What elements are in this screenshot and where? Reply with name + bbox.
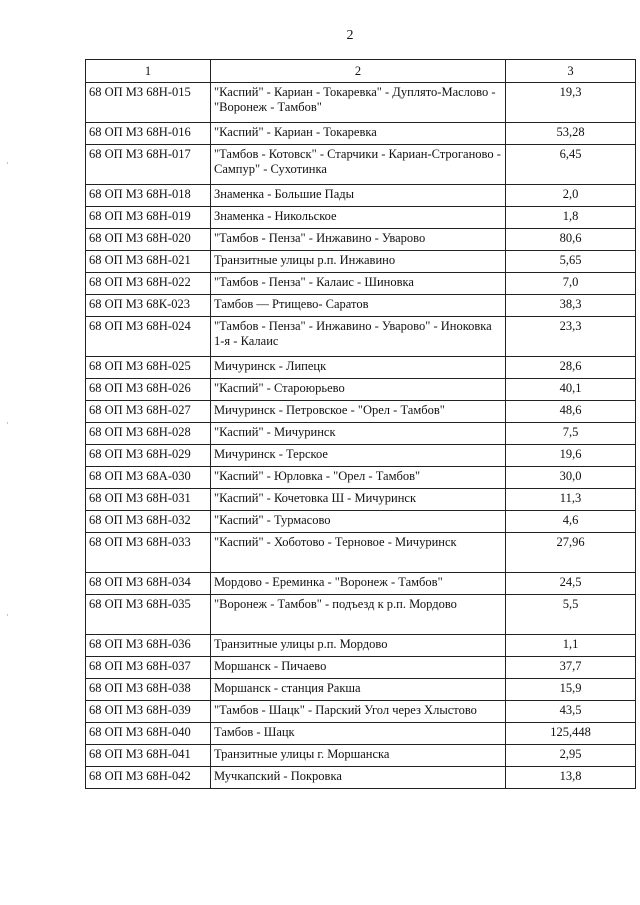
road-code-cell: 68 ОП МЗ 68Н-040 <box>86 723 211 745</box>
road-length-cell: 27,96 <box>506 533 636 573</box>
road-length-cell: 125,448 <box>506 723 636 745</box>
table-row <box>86 657 636 679</box>
table-row <box>86 489 636 511</box>
column-header-name: 2 <box>211 60 506 83</box>
road-length-cell: 28,6 <box>506 357 636 379</box>
road-name-cell: Знаменка - Никольское <box>211 207 506 229</box>
roads-table-body <box>86 60 636 789</box>
road-code-cell: 68 ОП МЗ 68Н-038 <box>86 679 211 701</box>
road-code-cell: 68 ОП МЗ 68Н-021 <box>86 251 211 273</box>
road-length-cell: 1,1 <box>506 635 636 657</box>
table-row <box>86 723 636 745</box>
road-name-cell: "Каспий" - Турмасово <box>211 511 506 533</box>
road-name-cell: "Каспий" - Кариан - Токаревка <box>211 123 506 145</box>
road-length-cell: 1,8 <box>506 207 636 229</box>
road-code-cell: 68 ОП МЗ 68Н-032 <box>86 511 211 533</box>
table-row <box>86 185 636 207</box>
table-row <box>86 423 636 445</box>
table-row <box>86 401 636 423</box>
table-row <box>86 379 636 401</box>
road-code-cell: 68 ОП МЗ 68Н-015 <box>86 83 211 123</box>
road-name-cell: "Воронеж - Тамбов" - подъезд к р.п. Мордово <box>211 595 506 635</box>
road-name-cell: Транзитные улицы г. Моршанска <box>211 745 506 767</box>
road-code-cell: 68 ОП МЗ 68Н-020 <box>86 229 211 251</box>
table-row <box>86 745 636 767</box>
road-length-cell: 5,65 <box>506 251 636 273</box>
table-row <box>86 701 636 723</box>
road-name-cell: "Каспий" - Староюрьево <box>211 379 506 401</box>
table-row <box>86 123 636 145</box>
road-length-cell: 40,1 <box>506 379 636 401</box>
road-code-cell: 68 ОП МЗ 68Н-033 <box>86 533 211 573</box>
road-length-cell: 37,7 <box>506 657 636 679</box>
road-name-cell: "Тамбов - Пенза" - Инжавино - Уварово <box>211 229 506 251</box>
road-code-cell: 68 ОП МЗ 68Н-041 <box>86 745 211 767</box>
road-code-cell: 68 ОП МЗ 68А-030 <box>86 467 211 489</box>
road-code-cell: 68 ОП МЗ 68Н-016 <box>86 123 211 145</box>
road-code-cell: 68 ОП МЗ 68Н-025 <box>86 357 211 379</box>
table-row <box>86 679 636 701</box>
road-name-cell: "Каспий" - Кочетовка Ш - Мичуринск <box>211 489 506 511</box>
road-length-cell: 13,8 <box>506 767 636 789</box>
road-name-cell: Моршанск - станция Ракша <box>211 679 506 701</box>
table-row <box>86 767 636 789</box>
road-length-cell: 19,3 <box>506 83 636 123</box>
road-length-cell: 80,6 <box>506 229 636 251</box>
road-length-cell: 53,28 <box>506 123 636 145</box>
road-name-cell: "Тамбов - Котовск" - Старчики - Кариан-Строганово - Сампур" - Сухотинка <box>211 145 506 185</box>
table-row <box>86 251 636 273</box>
road-name-cell: Тамбов — Ртищево- Саратов <box>211 295 506 317</box>
road-code-cell: 68 ОП МЗ 68Н-036 <box>86 635 211 657</box>
road-name-cell: "Каспий" - Хоботово - Терновое - Мичуринск <box>211 533 506 573</box>
road-name-cell: "Каспий" - Юрловка - "Орел - Тамбов" <box>211 467 506 489</box>
table-row <box>86 317 636 357</box>
road-code-cell: 68 ОП МЗ 68Н-018 <box>86 185 211 207</box>
table-row <box>86 635 636 657</box>
road-name-cell: Мордово - Ереминка - "Воронеж - Тамбов" <box>211 573 506 595</box>
road-name-cell: Транзитные улицы р.п. Инжавино <box>211 251 506 273</box>
road-code-cell: 68 ОП МЗ 68Н-026 <box>86 379 211 401</box>
column-header-code: 1 <box>86 60 211 83</box>
road-code-cell: 68 ОП МЗ 68Н-035 <box>86 595 211 635</box>
road-name-cell: Мичуринск - Петровское - "Орел - Тамбов" <box>211 401 506 423</box>
road-name-cell: Мучкапский - Покровка <box>211 767 506 789</box>
table-row <box>86 229 636 251</box>
roads-table <box>85 59 636 789</box>
road-code-cell: 68 ОП МЗ 68К-023 <box>86 295 211 317</box>
road-length-cell: 2,95 <box>506 745 636 767</box>
road-code-cell: 68 ОП МЗ 68Н-029 <box>86 445 211 467</box>
table-row <box>86 511 636 533</box>
table-row <box>86 295 636 317</box>
road-length-cell: 6,45 <box>506 145 636 185</box>
road-length-cell: 7,0 <box>506 273 636 295</box>
scan-speck: · <box>6 610 9 620</box>
scan-speck: · <box>6 418 9 428</box>
road-code-cell: 68 ОП МЗ 68Н-017 <box>86 145 211 185</box>
road-length-cell: 24,5 <box>506 573 636 595</box>
road-name-cell: "Каспий" - Мичуринск <box>211 423 506 445</box>
road-name-cell: Мичуринск - Терское <box>211 445 506 467</box>
road-length-cell: 4,6 <box>506 511 636 533</box>
table-row <box>86 595 636 635</box>
table-row <box>86 83 636 123</box>
road-code-cell: 68 ОП МЗ 68Н-028 <box>86 423 211 445</box>
road-code-cell: 68 ОП МЗ 68Н-037 <box>86 657 211 679</box>
table-row <box>86 207 636 229</box>
table-row <box>86 445 636 467</box>
road-code-cell: 68 ОП МЗ 68Н-034 <box>86 573 211 595</box>
road-code-cell: 68 ОП МЗ 68Н-042 <box>86 767 211 789</box>
road-length-cell: 7,5 <box>506 423 636 445</box>
table-row <box>86 273 636 295</box>
road-name-cell: Транзитные улицы р.п. Мордово <box>211 635 506 657</box>
road-length-cell: 5,5 <box>506 595 636 635</box>
road-name-cell: "Каспий" - Кариан - Токаревка" - Дуплято-Маслово - "Воронеж - Тамбов" <box>211 83 506 123</box>
road-length-cell: 23,3 <box>506 317 636 357</box>
road-length-cell: 38,3 <box>506 295 636 317</box>
road-length-cell: 48,6 <box>506 401 636 423</box>
road-length-cell: 43,5 <box>506 701 636 723</box>
road-code-cell: 68 ОП МЗ 68Н-024 <box>86 317 211 357</box>
road-name-cell: "Тамбов - Шацк" - Парский Угол через Хлыстово <box>211 701 506 723</box>
page-number: 2 <box>346 28 354 43</box>
road-length-cell: 2,0 <box>506 185 636 207</box>
road-length-cell: 15,9 <box>506 679 636 701</box>
road-code-cell: 68 ОП МЗ 68Н-039 <box>86 701 211 723</box>
road-code-cell: 68 ОП МЗ 68Н-019 <box>86 207 211 229</box>
road-code-cell: 68 ОП МЗ 68Н-031 <box>86 489 211 511</box>
road-name-cell: Знаменка - Большие Пады <box>211 185 506 207</box>
table-row <box>86 145 636 185</box>
table-row <box>86 573 636 595</box>
road-name-cell: "Тамбов - Пенза" - Инжавино - Уварово" - Иноковка 1-я - Калаис <box>211 317 506 357</box>
road-length-cell: 30,0 <box>506 467 636 489</box>
table-row <box>86 467 636 489</box>
road-length-cell: 19,6 <box>506 445 636 467</box>
road-name-cell: Мичуринск - Липецк <box>211 357 506 379</box>
road-name-cell: Тамбов - Шацк <box>211 723 506 745</box>
road-code-cell: 68 ОП МЗ 68Н-022 <box>86 273 211 295</box>
table-header-row <box>86 60 636 83</box>
road-code-cell: 68 ОП МЗ 68Н-027 <box>86 401 211 423</box>
road-name-cell: Моршанск - Пичаево <box>211 657 506 679</box>
road-name-cell: "Тамбов - Пенза" - Калаис - Шиновка <box>211 273 506 295</box>
column-header-length: 3 <box>506 60 636 83</box>
table-row <box>86 533 636 573</box>
road-length-cell: 11,3 <box>506 489 636 511</box>
table-row <box>86 357 636 379</box>
scan-speck: · <box>6 158 9 168</box>
